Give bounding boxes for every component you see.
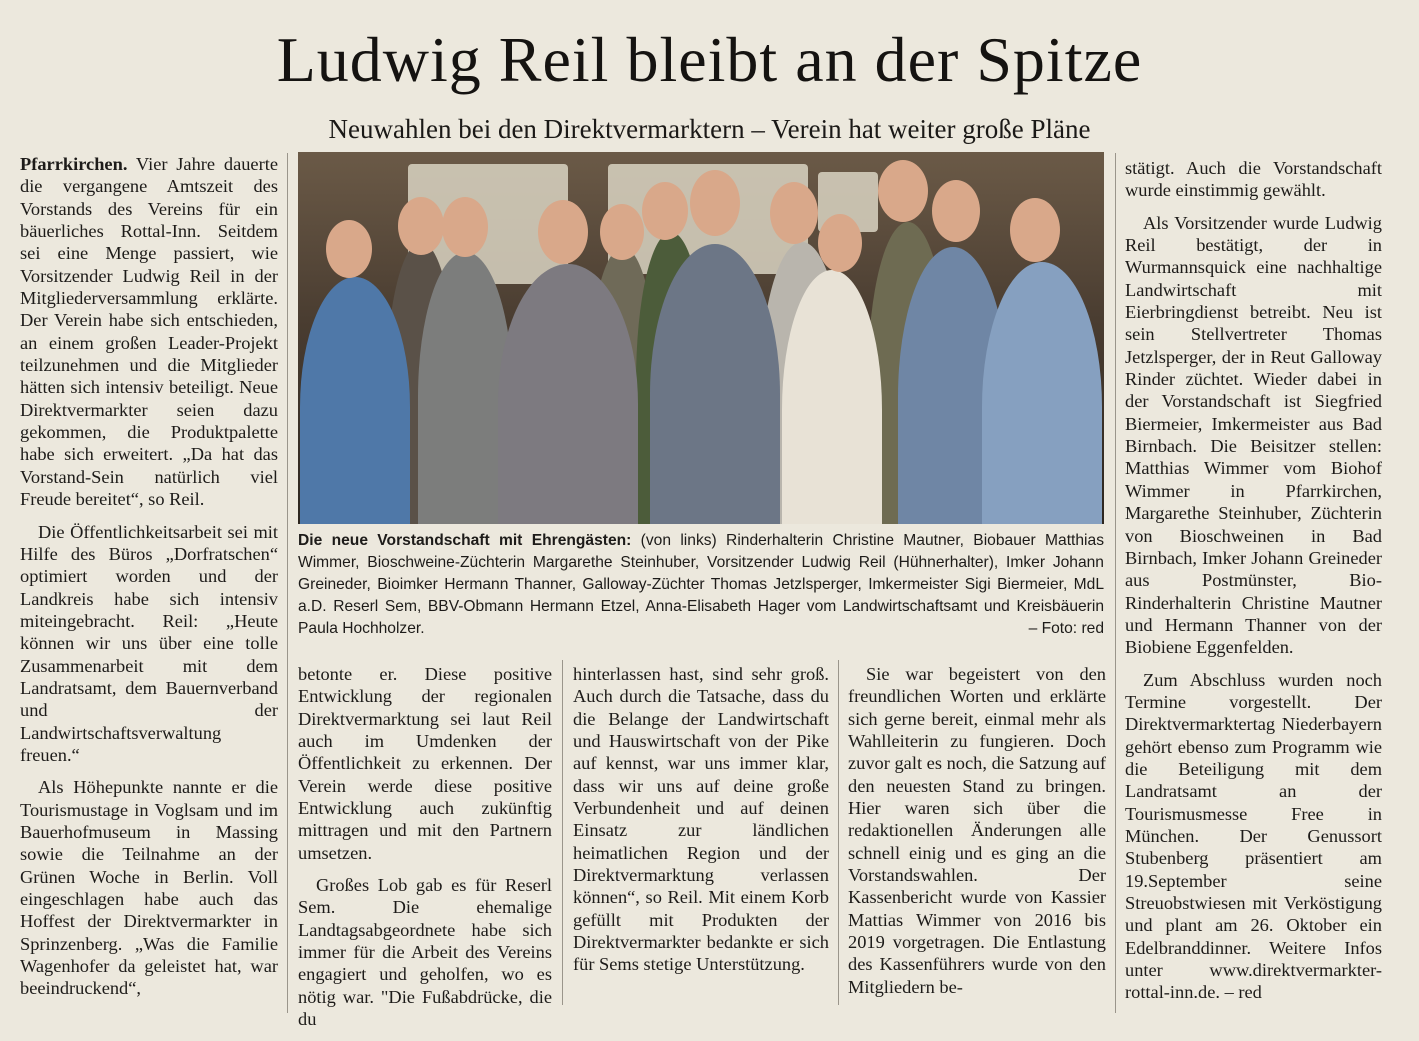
photo-caption: Die neue Vorstandschaft mit Ehrengästen: (von links) Rinderhalterin Christine Mautner, Biobauer Matthias Wimmer, Bioschweine-Züchterin Margarethe Steinhuber, Vorsitzender Ludwig Reil (Hühnerhalter), Imker Johann Greineder, Bioimker Hermann Thanner, Galloway-Züchter Thomas Jetzlsperger, Imkermeister Sigi Biermeier, MdL a.D. Reserl Sem, BBV-Obmann Hermann Etzel, Anna-Elisabeth Hager vom Landwirtschaftsamt und Kreisbäuerin Paula Hochholzer.	[298, 532, 1104, 637]
paragraph: Großes Lob gab es für Reserl Sem. Die ehemalige Landtagsabgeordnete habe sich immer für die Arbeit des Vereins engagiert und geholfen, wo es nötig war. "Die Fußabdrücke, die du	[298, 875, 552, 1030]
column-1	[20, 153, 278, 1010]
subheadline: Neuwahlen bei den Direktvermarktern – Verein hat weiter große Pläne	[328, 114, 1091, 144]
paragraph: stätigt. Auch die Vorstandschaft wurde einstimmig gewählt.	[1125, 158, 1382, 201]
photo-credit: – Foto: red	[1028, 620, 1104, 637]
author-sign: – red	[1220, 982, 1262, 1003]
column-rule	[838, 660, 839, 1005]
column-2	[298, 663, 552, 1041]
caption-lead: Die neue Vorstandschaft mit Ehrengästen:	[298, 532, 632, 549]
column-3	[573, 663, 829, 986]
paragraph: Zum Abschluss wurden noch Termine vorgestellt. Der Direktvermarktertag Niederbayern gehört ebenso zum Programm wie die Beteiligung mit dem Landratsamt an der Tourismusmesse Free in München. Der Genussort Stubenberg präsentiert am 19.September seine Streuobstwiesen mit Verköstigung und plant am 26. Oktober ein Edelbranddinner. Weitere Infos unter www.direktvermarkter-rottal-inn.de. – red	[1125, 669, 1382, 1003]
paragraph: Die Öffentlichkeitsarbeit sei mit Hilfe des Büros „Dorfratschen“ optimiert worden und der Landkreis habe sich intensiv miteingebracht. Reil: „Heute können wir uns über eine tolle Zusammenarbeit mit dem Landratsamt, dem Bauernverband und der Landwirtschaftsverwaltung freuen.“	[20, 521, 278, 765]
column-rule	[1115, 153, 1116, 1013]
paragraph: hinterlassen hast, sind sehr groß. Auch durch die Tatsache, dass du die Belange der Landwirtschaft und Hauswirtschaft von der Pike auf kennst, war uns immer klar, dass wir uns auf deine große Verbundenheit und auf deinen Einsatz zur ländlichen heimatlichen Region und der Direktvermarktung verlassen können“, so Reil. Mit einem Korb gefüllt mit Produkten der Direktvermarkter bedankte er sich für Sems stetige Unterstützung.	[573, 664, 829, 975]
paragraph: Sie war begeistert von den freundlichen Worten und erklärte sich gerne bereit, einmal mehr als Wahlleiterin zu fungieren. Doch zuvor galt es noch, die Satzung auf den neuesten Stand zu bringen. Hier waren sich über die redaktionellen Änderungen alle schnell einig und es ging an die Vorstandswahlen. Der Kassenbericht wurde von Kassier Mattias Wimmer von 2016 bis 2019 vorgetragen. Die Entlastung des Kassenführers wurde von den Mitgliedern be-	[848, 664, 1106, 997]
column-4	[848, 663, 1106, 1008]
paragraph: Als Höhepunkte nannte er die Tourismustage in Voglsam und im Bauerhofmuseum in Massing sowie die Teilnahme an der Grünen Woche in Berlin. Voll eingeschlagen habe auch das Hoffest der Direktvermarkter in Sprinzenberg. „Was die Familie Wagenhofer da geleistet hat, war beeindruckend“,	[20, 777, 278, 999]
paragraph: Als Vorsitzender wurde Ludwig Reil bestätigt, der in Wurmannsquick eine nachhaltige Landwirtschaft mit Eierbringdienst betreibt. Neu ist sein Stellvertreter Thomas Jetzlsperger, der in Reut Galloway Rinder züchtet. Wieder dabei in der Vorstandschaft ist Siegfried Biermeier, Imkermeister aus Bad Birnbach. Die Beisitzer stellen: Matthias Wimmer vom Biohof Wimmer in Pfarrkirchen, Margarethe Steinhuber, Züchterin von Bioschweinen in Bad Birnbach, Imker Johann Greineder aus Postmünster, Bio-Rinderhalterin Christine Mautner und Hermann Thanner von der Biobiene Eggenfelden.	[1125, 212, 1382, 658]
column-rule	[562, 660, 563, 1005]
paragraph: Pfarrkirchen. Vier Jahre dauerte die vergangene Amtszeit des Vorstands des Vereins für ein bäuerliches Rottal-Inn. Seitdem sei eine Menge passiert, wie Vorsitzender Ludwig Reil in der Mitgliederversammlung erklärte. Der Verein habe sich entschieden, an einem großen Leader-Projekt teilzunehmen und die Mitglieder hätten sich intensiv beteiligt. Neue Direktvermarkter seien dazu gekommen, die Produktpalette habe sich erweitert. „Da hat das Vorstand-Sein natürlich viel Freude bereitet“, so Reil.	[20, 154, 278, 510]
column-5	[1125, 157, 1382, 1014]
dateline: Pfarrkirchen.	[20, 154, 128, 174]
paragraph: betonte er. Diese positive Entwicklung der regionalen Direktvermarktung sei laut Reil auch im Umdenken der Öffentlichkeit zu erkennen. Der Verein werde diese positive Entwicklung auch zukünftig mittragen und mit den Partnern umsetzen.	[298, 664, 552, 863]
group-photo	[298, 152, 1104, 524]
headline: Ludwig Reil bleibt an der Spitze	[276, 24, 1143, 95]
column-rule	[287, 153, 288, 1013]
